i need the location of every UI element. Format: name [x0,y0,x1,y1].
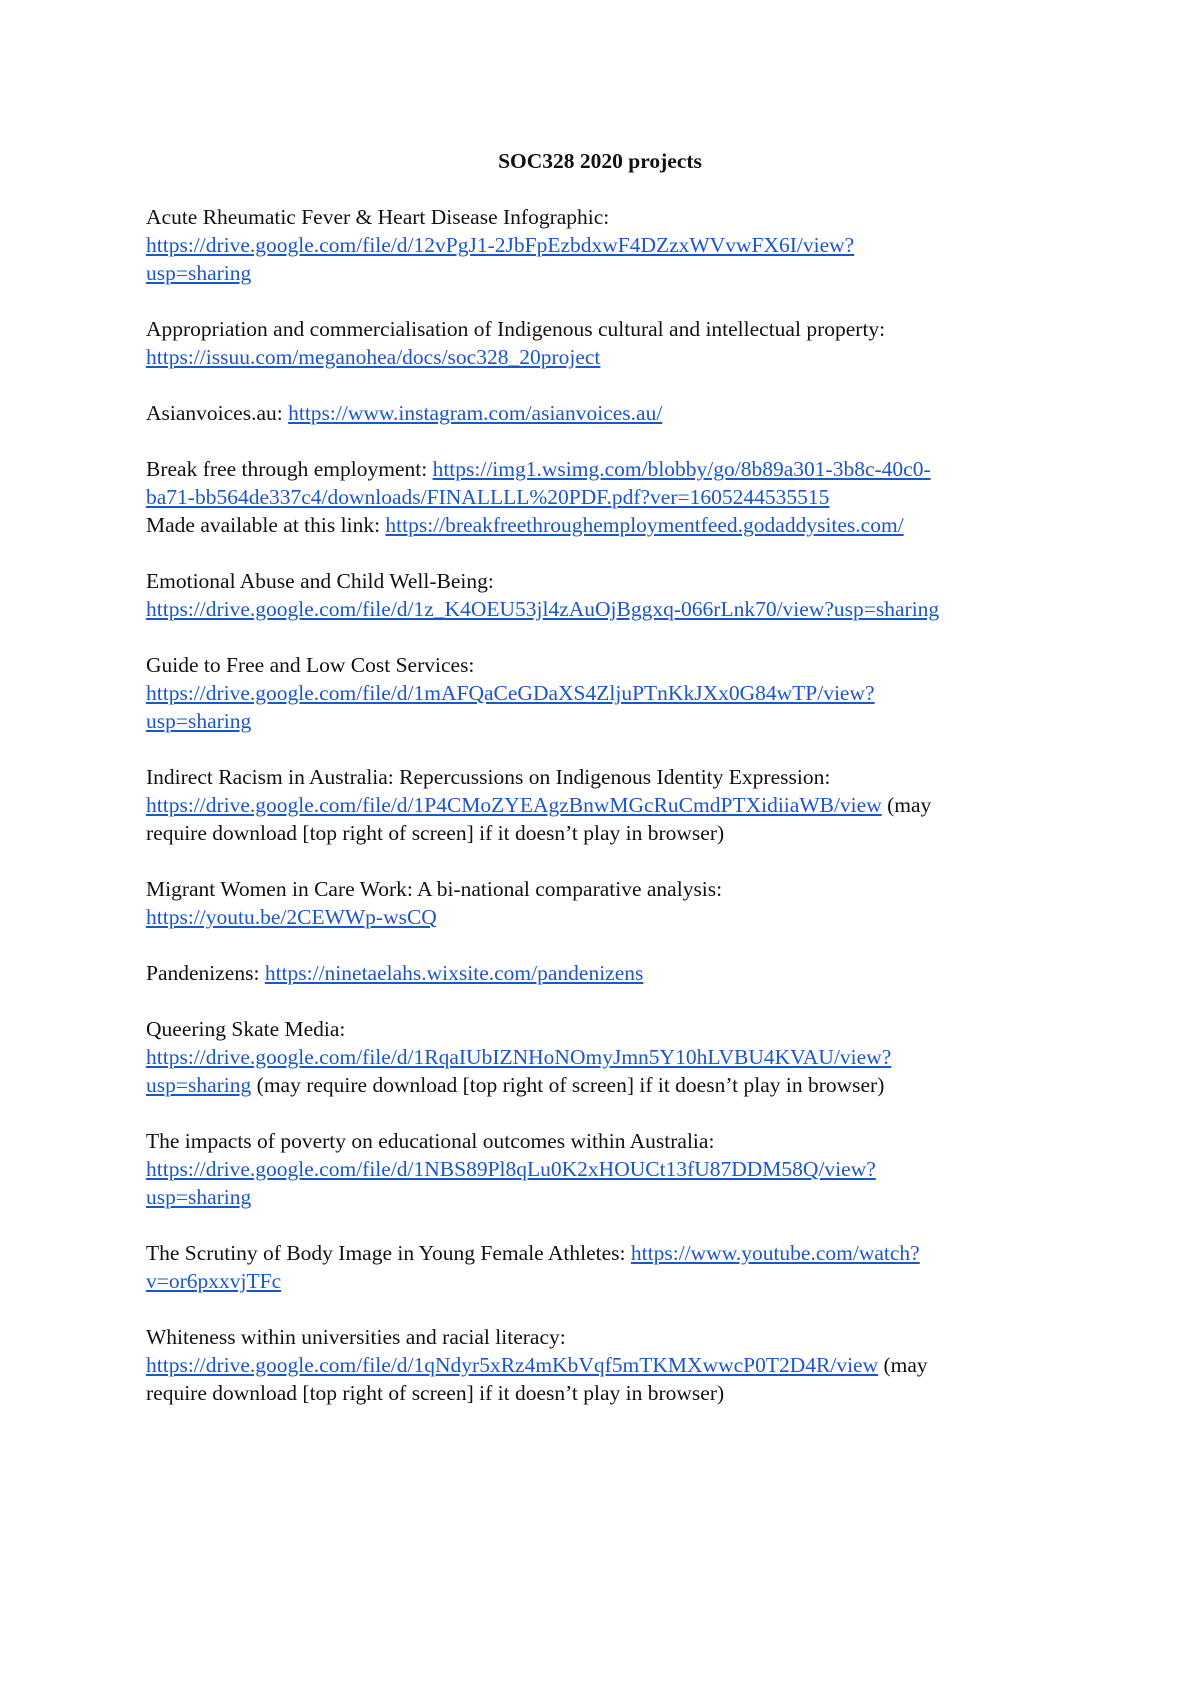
project-title: The Scrutiny of Body Image in Young Female Athletes: [146,1241,631,1265]
project-title: Asianvoices.au: [146,401,289,425]
project-entry-asianvoices [146,399,1066,427]
project-entry-pandenizens [146,959,1066,987]
project-entry-acute-rheumatic-fever [146,203,1066,287]
project-note: (may [881,793,932,817]
project-link[interactable]: https://ninetaelahs.wixsite.com/pandenizens [264,961,644,985]
project-title: Appropriation and commercialisation of Indigenous cultural and intellectual property: [146,317,886,341]
project-entry-indirect-racism [146,763,1066,847]
project-entry-emotional-abuse [146,567,1066,623]
project-link-continued[interactable]: usp=sharing [146,1185,252,1209]
project-title: Queering Skate Media: [146,1017,346,1041]
project-link[interactable]: https://drive.google.com/file/d/1RqaIUbIZNHoNOmyJmn5Y10hLVBU4KVAU/view? [146,1045,892,1069]
project-link[interactable]: https://drive.google.com/file/d/1qNdyr5xRz4mKbVqf5mTKMXwwcP0T2D4R/view [146,1353,879,1377]
project-note-continued: require download [top right of screen] if it doesn’t play in browser) [146,821,725,845]
project-entry-poverty-education [146,1127,1066,1211]
project-link-continued[interactable]: ba71-bb564de337c4/downloads/FINALLLL%20PDF.pdf?ver=1605244535515 [146,485,830,509]
project-link-continued[interactable]: usp=sharing [146,1073,252,1097]
project-link-continued[interactable]: usp=sharing [146,709,252,733]
project-note: (may require download [top right of screen] if it doesn’t play in browser) [251,1073,885,1097]
project-title: Indirect Racism in Australia: Repercussions on Indigenous Identity Expression: [146,765,831,789]
project-link[interactable]: https://drive.google.com/file/d/1mAFQaCeGDaXS4ZljuPTnKkJXx0G84wTP/view? [146,681,875,705]
project-link[interactable]: https://drive.google.com/file/d/12vPgJ1-2JbFpEzbdxwF4DZzxWVvwFX6I/view? [146,233,855,257]
project-title: The impacts of poverty on educational outcomes within Australia: [146,1129,715,1153]
project-entry-break-free [146,455,1066,539]
project-entry-guide-services [146,651,1066,735]
project-secondary-link[interactable]: https://breakfreethroughemploymentfeed.godaddysites.com/ [385,513,904,537]
project-link-continued[interactable]: usp=sharing [146,261,252,285]
project-link[interactable]: https://drive.google.com/file/d/1P4CMoZYEAgzBnwMGcRuCmdPTXidiiaWB/view [146,793,882,817]
project-list [146,203,1066,1435]
project-link[interactable]: https://www.youtube.com/watch? [630,1241,920,1265]
project-link[interactable]: https://youtu.be/2CEWWp-wsCQ [146,905,437,929]
project-entry-body-image [146,1239,1066,1295]
page-title: SOC328 2020 projects [498,149,702,173]
project-note: (may [878,1353,928,1377]
project-entry-migrant-women [146,875,1066,931]
project-entry-whiteness [146,1323,1066,1407]
project-link[interactable]: https://drive.google.com/file/d/1z_K4OEU53jl4zAuOjBggxq-066rLnk70/view?usp=sharing [146,597,940,621]
project-link[interactable]: https://issuu.com/meganohea/docs/soc328_20project [146,345,601,369]
project-entry-queering-skate-media [146,1015,1066,1099]
project-title: Acute Rheumatic Fever & Heart Disease Infographic: [146,205,610,229]
project-title: Pandenizens: [146,961,265,985]
project-note-continued: require download [top right of screen] if it doesn’t play in browser) [146,1381,725,1405]
project-link[interactable]: https://www.instagram.com/asianvoices.au/ [288,401,663,425]
project-link-continued[interactable]: v=or6pxxvjTFc [146,1269,282,1293]
project-link[interactable]: https://img1.wsimg.com/blobby/go/8b89a301-3b8c-40c0- [432,457,931,481]
project-title: Migrant Women in Care Work: A bi-national comparative analysis: [146,877,723,901]
project-title: Guide to Free and Low Cost Services: [146,653,475,677]
project-entry-appropriation [146,315,1066,371]
project-subtitle: Made available at this link: [146,513,386,537]
project-link[interactable]: https://drive.google.com/file/d/1NBS89Pl8qLu0K2xHOUCt13fU87DDM58Q/view? [146,1157,876,1181]
project-title: Emotional Abuse and Child Well-Being: [146,569,494,593]
project-title: Break free through employment: [146,457,433,481]
project-title: Whiteness within universities and racial literacy: [146,1325,566,1349]
